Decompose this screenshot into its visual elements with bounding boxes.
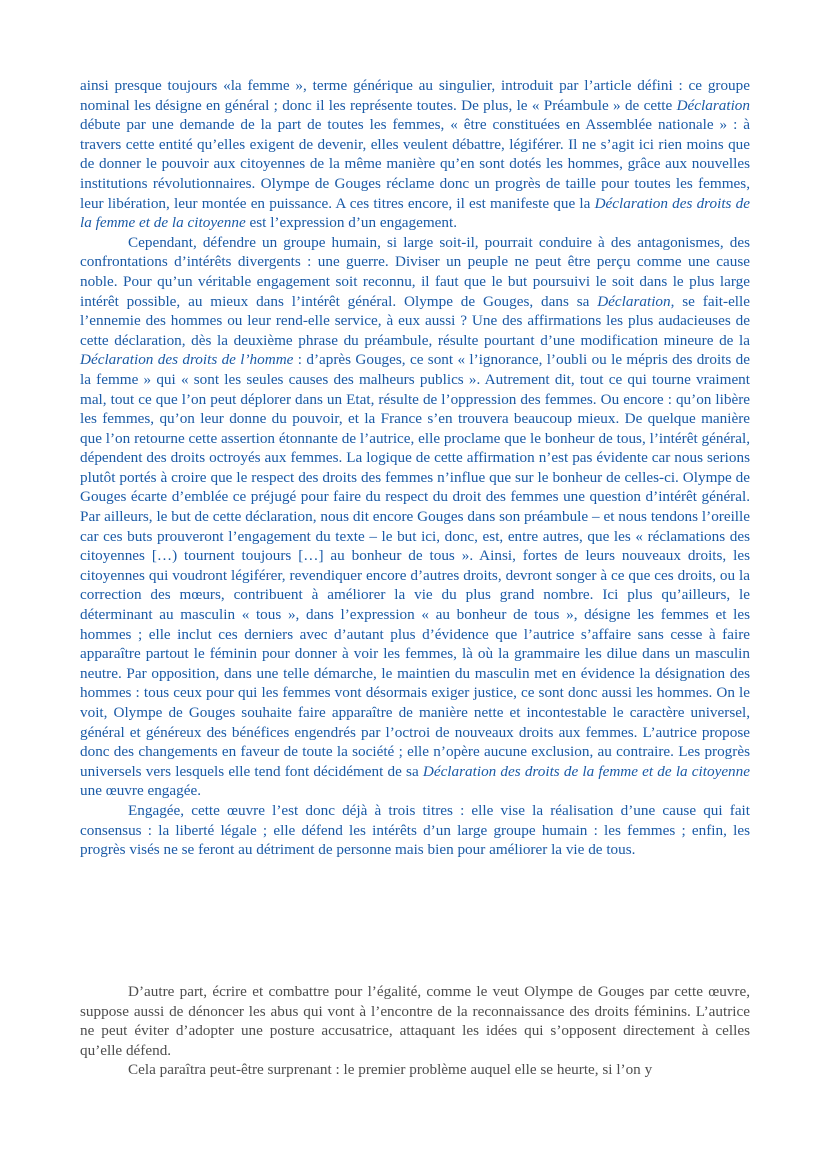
text-run: Engagée, cette œuvre l’est donc déjà à trois titres : elle vise la réalisation d’une cause qui fait consensus : la liberté légale ; elle défend les intérêts d’un large groupe humain : les femmes ; enfin, les progrès visés ne se feront au détriment de personne mais bien pour améliorer la vie de tous. [80,801,750,859]
paragraph-4 [80,982,750,1060]
section-denonciation [80,982,750,1080]
paragraph-2 [80,233,750,801]
paragraph-1 [80,76,750,233]
text-run: est l’expression d’un engagement. [245,214,458,232]
italic-title: Déclaration des droits de la femme et de la citoyenne [422,762,750,780]
text-run: Cependant, défendre un groupe humain, si large soit-il, pourrait conduire à des antagonismes, des confrontations d’intérêts divergents : une guerre. Diviser un peuple ne peut être perçu comme une cause noble. Pour qu’un véritable engagement soit reconnu, il faut que le but poursuivi le soit dans le plus large intérêt possible, au mieux dans l’intérêt général. Olympe de Gouges, dans sa [80,233,750,310]
text-run: : d’après Gouges, ce sont « l’ignorance, l’oubli ou le mépris des droits de la femme » qui « sont les seules causes des malheurs publics ». Autrement dit, tout ce qui tourne vraiment mal, tout ce que l’on peut déplorer dans un Etat, résulte de l’oppression des femmes. Ou encore : qu’on libère les femmes, qu’on leur donne du pouvoir, et la France s’en trouvera beaucoup mieux. De quelque manière que l’on retourne cette assertion étonnante de l’autrice, elle proclame que le bonheur de tous, l’intérêt général, dépendent des droits octroyés aux femmes. La logique de cette affirmation n’est pas évidente car nous serions plutôt portés à croire que le respect des droits des femmes n’influe que sur le bonheur de celles-ci. Olympe de Gouges écarte d’emblée ce préjugé pour faire du respect du droit des femmes une question d’intérêt général. Par ailleurs, le but de cette déclaration, nous dit encore Gouges dans son préambule – et nous tendons l’oreille car ces buts prouveront l’engagement du texte – le but ici, donc, est, entre autres, que les « réclamations des citoyennes […) tournent toujours […] au bonheur de tous ». Ainsi, fortes de leurs nouveaux droits, les citoyennes qui voudront légiférer, revendiquer encore d’autres droits, devront songer à ce que ces droits, ou la correction des mœurs, contribuent à améliorer la vie du plus grand nombre. Ici plus qu’ailleurs, le déterminant au masculin « tous », dans l’expression « au bonheur de tous », désigne les femmes et les hommes ; elle inclut ces derniers avec d’autant plus d’évidence que l’autrice s’affaire sans cesse à faire apparaître partout le féminin pour donner à voir les femmes, là où la grammaire les dilue dans un masculin neutre. Par opposition, dans une telle démarche, le maintien du masculin met en évidence la désignation des hommes : tous ceux pour qui les femmes vont désormais exiger justice, ce sont donc aussi les hommes. On le voit, Olympe de Gouges souhaite faire apparaître de manière nette et incontestable le caractère universel, général et généreux des bénéfices engendrés par l’octroi de nouveaux droits aux femmes. L’autrice propose donc des changements en faveur de toute la société ; elle n’opère aucune exclusion, au contraire. Les progrès universels vers lesquels elle tend font décidément de sa [80,351,751,780]
text-run: D’autre part, écrire et combattre pour l’égalité, comme le veut Olympe de Gouges par cette œuvre, suppose aussi de dénoncer les abus qui vont à l’encontre de la reconnaissance des droits féminins. L’autrice ne peut éviter d’adopter une posture accusatrice, attaquant les idées qui s’opposent directement à celles qu’elle défend. [80,983,750,1059]
italic-title: Déclaration des droits de la femme et de la citoyenne [80,194,751,232]
text-run: Cela paraîtra peut-être surprenant : le premier problème auquel elle se heurte, si l’on y [128,1061,653,1079]
text-run: ainsi presque toujours «la femme », terme générique au singulier, introduit par l’article défini : ce groupe nominal les désigne en général ; donc il les représente toutes. De plus, le « Préambule » de cette [80,77,750,114]
text-run: débute par une demande de la part de toutes les femmes, « être constituées en Assemblée nationale » : à travers cette entité qu’elles exigent de devenir, elles veulent débattre, légiférer. Il ne s’agit ici rien moins que de donner le pouvoir aux citoyennes de la même manière qu’en sont dotés les hommes, grâce aux nouvelles institutions révolutionnaires. Olympe de Gouges réclame donc un progrès de taille pour toutes les femmes, leur libération, leur montée en puissance. A ces titres encore, il est manifeste que la [80,116,750,212]
paragraph-3 [80,801,750,860]
section-engagement [80,76,750,860]
paragraph-5 [80,1060,750,1080]
text-run: une œuvre engagée. [80,782,202,800]
italic-title: Déclaration des droits de l’homme [80,351,294,369]
italic-title: Déclaration [597,292,671,310]
text-run: , se fait-elle l’ennemie des hommes ou leur rend-elle service, à eux aussi ? Une des affirmations les plus audacieuses de cette déclaration, dès la deuxième phrase du préambule, résulte pourtant d’une modification mineure de la [80,292,750,349]
italic-title: Déclaration [676,96,750,114]
